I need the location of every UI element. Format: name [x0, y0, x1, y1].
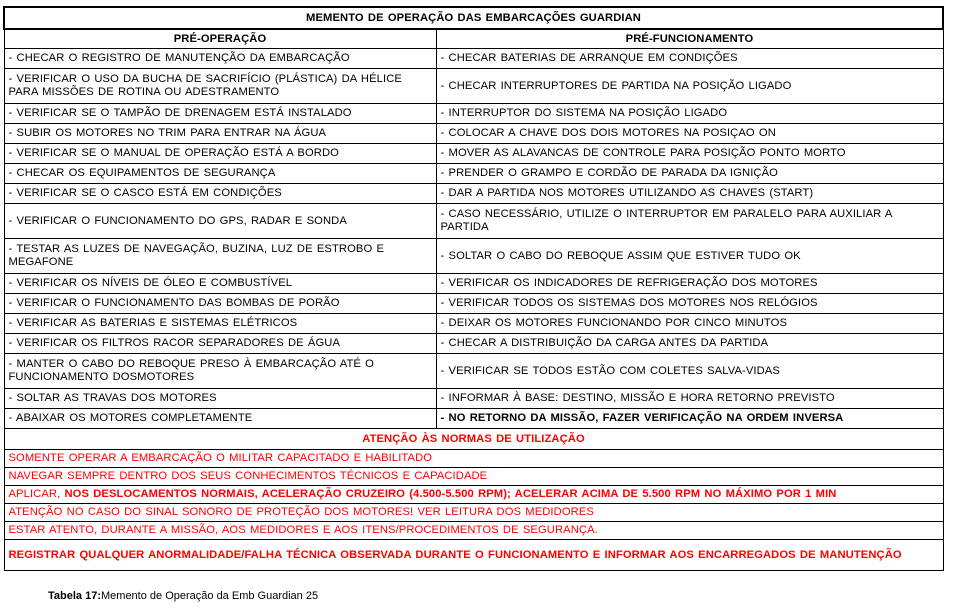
table-title: MEMENTO DE OPERAÇÃO DAS EMBARCAÇÕES GUARDIAN [4, 7, 943, 29]
pre-funcionamento-item: - NO RETORNO DA MISSÃO, FAZER VERIFICAÇÃO NA ORDEM INVERSA [436, 409, 943, 429]
table-row [4, 239, 943, 274]
pre-operacao-item: - CHECAR O REGISTRO DE MANUTENÇÃO DA EMBARCAÇÃO [4, 49, 436, 69]
table-row [4, 204, 943, 239]
pre-funcionamento-item: - INTERRUPTOR DO SISTEMA NA POSIÇÃO LIGADO [436, 104, 943, 124]
pre-operacao-item: - VERIFICAR SE O TAMPÃO DE DRENAGEM ESTÁ INSTALADO [4, 104, 436, 124]
table-row [4, 274, 943, 294]
pre-operacao-item: - VERIFICAR OS FILTROS RACOR SEPARADORES DE ÁGUA [4, 334, 436, 354]
table-row [4, 389, 943, 409]
pre-funcionamento-item: - DAR A PARTIDA NOS MOTORES UTILIZANDO AS CHAVES (START) [436, 184, 943, 204]
table-row [4, 144, 943, 164]
table-row [4, 314, 943, 334]
attention-rpm-prefix: APLICAR, [8, 488, 65, 500]
attention-line: NAVEGAR SEMPRE DENTRO DOS SEUS CONHECIMENTOS TÉCNICOS E CAPACIDADE [4, 468, 943, 486]
table-row [4, 184, 943, 204]
pre-funcionamento-item: - CASO NECESSÁRIO, UTILIZE O INTERRUPTOR EM PARALELO PARA AUXILIAR A PARTIDA [436, 204, 943, 239]
pre-funcionamento-item: - INFORMAR À BASE: DESTINO, MISSÃO E HORA RETORNO PREVISTO [436, 389, 943, 409]
pre-operacao-item: - MANTER O CABO DO REBOQUE PRESO À EMBARCAÇÃO ATÉ O FUNCIONAMENTO DOSMOTORES [4, 354, 436, 389]
table-row [4, 124, 943, 144]
table-row [4, 294, 943, 314]
pre-funcionamento-item: - DEIXAR OS MOTORES FUNCIONANDO POR CINCO MINUTOS [436, 314, 943, 334]
table-row [4, 409, 943, 429]
pre-operacao-item: - SUBIR OS MOTORES NO TRIM PARA ENTRAR NA ÁGUA [4, 124, 436, 144]
pre-funcionamento-item: - CHECAR BATERIAS DE ARRANQUE EM CONDIÇÕES [436, 49, 943, 69]
table-row [4, 354, 943, 389]
pre-operacao-item: - SOLTAR AS TRAVAS DOS MOTORES [4, 389, 436, 409]
pre-operacao-item: - CHECAR OS EQUIPAMENTOS DE SEGURANÇA [4, 164, 436, 184]
pre-funcionamento-item: - CHECAR A DISTRIBUIÇÃO DA CARGA ANTES DA PARTIDA [436, 334, 943, 354]
memento-document [3, 6, 942, 571]
pre-funcionamento-item: - MOVER AS ALAVANCAS DE CONTROLE PARA POSIÇÃO PONTO MORTO [436, 144, 943, 164]
table-row [4, 69, 943, 104]
table-row [4, 334, 943, 354]
pre-funcionamento-item: - COLOCAR A CHAVE DOS DOIS MOTORES NA POSIÇAO ON [436, 124, 943, 144]
table-row [4, 164, 943, 184]
attention-line: ESTAR ATENTO, DURANTE A MISSÃO, AOS MEDIDORES E AOS ITENS/PROCEDIMENTOS DE SEGURANÇA. [4, 522, 943, 540]
pre-operacao-item: - ABAIXAR OS MOTORES COMPLETAMENTE [4, 409, 436, 429]
pre-operacao-item: - VERIFICAR O USO DA BUCHA DE SACRIFÍCIO (PLÁSTICA) DA HÉLICE PARA MISSÕES DE ROTINA OU ADESTRAMENTO [4, 69, 436, 104]
pre-operacao-item: - VERIFICAR AS BATERIAS E SISTEMAS ELÉTRICOS [4, 314, 436, 334]
pre-operacao-item: - VERIFICAR OS NÍVEIS DE ÓLEO E COMBUSTÍVEL [4, 274, 436, 294]
header-pre-operacao: PRÉ-OPERAÇÃO [4, 29, 436, 49]
caption-label: Tabela 17: [48, 590, 101, 602]
attention-rpm-bold: NOS DESLOCAMENTOS NORMAIS, ACELERAÇÃO CRUZEIRO (4.500-5.500 RPM); ACELERAR ACIMA DE 5.500 RPM NO MÁXIMO POR 1 MIN [64, 488, 837, 500]
pre-operacao-item: - VERIFICAR SE O CASCO ESTÁ EM CONDIÇÕES [4, 184, 436, 204]
pre-funcionamento-item: - PRENDER O GRAMPO E CORDÃO DE PARADA DA IGNIÇÃO [436, 164, 943, 184]
pre-funcionamento-item: - VERIFICAR SE TODOS ESTÃO COM COLETES SALVA-VIDAS [436, 354, 943, 389]
table-caption [48, 590, 318, 602]
attention-title: ATENÇÃO ÀS NORMAS DE UTILIZAÇÃO [4, 429, 943, 450]
table-row [4, 49, 943, 69]
pre-operacao-item: - TESTAR AS LUZES DE NAVEGAÇÃO, BUZINA, LUZ DE ESTROBO E MEGAFONE [4, 239, 436, 274]
pre-operacao-item: - VERIFICAR SE O MANUAL DE OPERAÇÃO ESTÁ A BORDO [4, 144, 436, 164]
pre-operacao-item: - VERIFICAR O FUNCIONAMENTO DO GPS, RADAR E SONDA [4, 204, 436, 239]
attention-line-register: REGISTRAR QUALQUER ANORMALIDADE/FALHA TÉCNICA OBSERVADA DURANTE O FUNCIONAMENTO E INFORMAR AOS ENCARREGADOS DE MANUTENÇÃO [4, 540, 943, 571]
pre-funcionamento-item: - VERIFICAR TODOS OS SISTEMAS DOS MOTORES NOS RELÓGIOS [436, 294, 943, 314]
attention-line: SOMENTE OPERAR A EMBARCAÇÃO O MILITAR CAPACITADO E HABILITADO [4, 450, 943, 468]
pre-funcionamento-item: - CHECAR INTERRUPTORES DE PARTIDA NA POSIÇÃO LIGADO [436, 69, 943, 104]
pre-funcionamento-item: - SOLTAR O CABO DO REBOQUE ASSIM QUE ESTIVER TUDO OK [436, 239, 943, 274]
caption-text: Memento de Operação da Emb Guardian 25 [101, 590, 319, 602]
memento-table [3, 6, 944, 571]
pre-operacao-item: - VERIFICAR O FUNCIONAMENTO DAS BOMBAS DE PORÃO [4, 294, 436, 314]
pre-funcionamento-item: - VERIFICAR OS INDICADORES DE REFRIGERAÇÃO DOS MOTORES [436, 274, 943, 294]
attention-line-rpm [4, 486, 943, 504]
header-pre-funcionamento: PRÉ-FUNCIONAMENTO [436, 29, 943, 49]
table-row [4, 104, 943, 124]
attention-line: ATENÇÃO NO CASO DO SINAL SONORO DE PROTEÇÃO DOS MOTORES! VER LEITURA DOS MEDIDORES [4, 504, 943, 522]
